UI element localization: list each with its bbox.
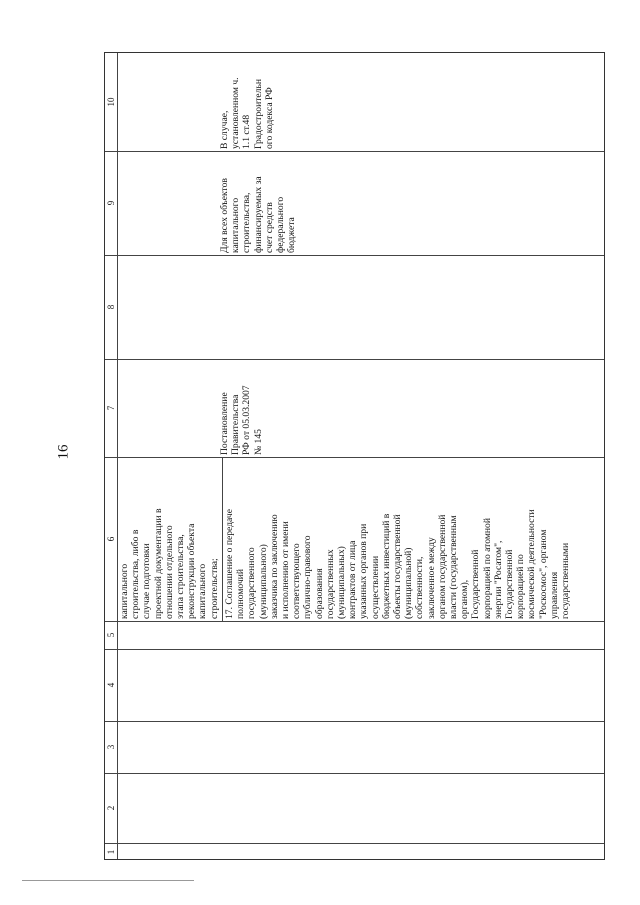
column-header-7: 7 — [106, 405, 116, 411]
column-divider — [105, 843, 604, 844]
cell-col10: В случае, установленном ч. 1.1 ст.48 Градостроительн ого кодекса РФ — [219, 77, 275, 149]
column-header-8: 8 — [106, 304, 116, 310]
column-header-1: 1 — [106, 849, 116, 855]
column-header-6: 6 — [106, 536, 116, 542]
cell-col6-item-17: 17. Соглашение о передаче полномочий государственного (муниципального) заказчика по заключению и исполнению от имени соответствующего публично-правового образования государственных (муниципальных) контрактов от лица указанных органов при осуществлении бюджетных инвестиций в объекты государственной (муниципальной) собственности, заключенное между органом государственной власти (государственным органом), Государственной корпорацией по атомной энергии "Росатом", Государственной корпорацией по космической деятельности "Роскосмос", органом управления государственными — [224, 508, 572, 619]
column-header-10: 10 — [106, 97, 116, 107]
column-header-4: 4 — [106, 682, 116, 688]
column-divider — [105, 359, 604, 360]
column-divider — [105, 255, 604, 256]
column-divider — [105, 773, 604, 774]
cell-col6-continuation: капитального строительства, либо в случае подготовки проектной документации в отношении отдельного этапа строительства, реконструкции объекта капитального строительства; — [119, 508, 220, 619]
column-header-2: 2 — [106, 805, 116, 811]
header-separator — [117, 53, 118, 859]
column-divider — [105, 649, 604, 650]
column-divider — [105, 621, 604, 622]
page-number: 16 — [55, 444, 72, 460]
requirements-table — [104, 52, 605, 860]
column-header-5: 5 — [106, 632, 116, 638]
row-divider — [222, 457, 223, 621]
column-header-3: 3 — [106, 744, 116, 750]
column-divider — [105, 721, 604, 722]
cell-col7: Постановление Правительства РФ от 05.03.2007 № 145 — [219, 385, 264, 455]
column-divider — [105, 151, 604, 152]
cell-col9: Для всех объектов капитального строительства, финансируемых за счет средств федерального бюджета — [219, 176, 298, 253]
column-header-9: 9 — [106, 200, 116, 206]
margin-rule — [22, 880, 194, 881]
column-divider — [105, 457, 604, 458]
